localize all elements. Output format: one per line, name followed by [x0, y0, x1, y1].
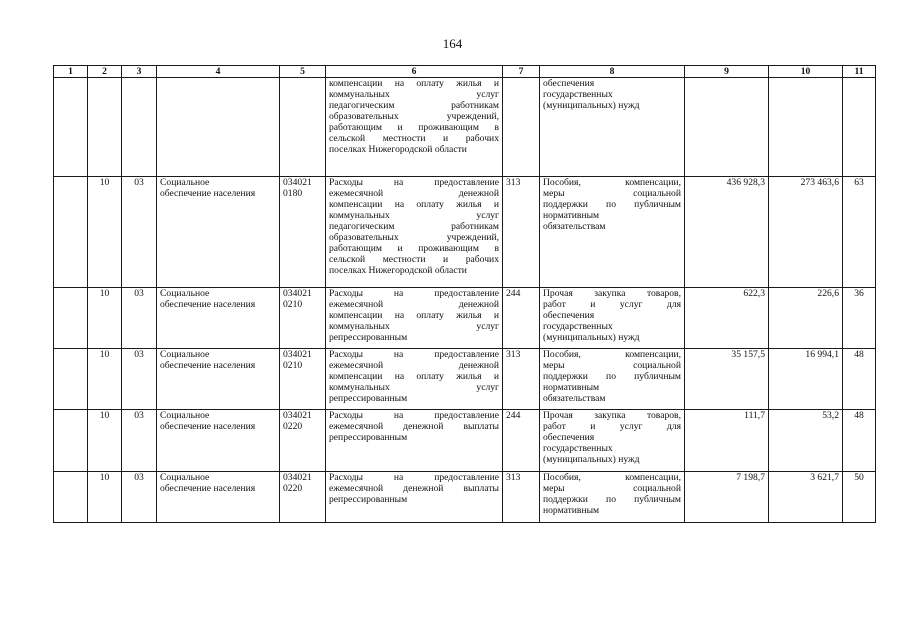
table-cell-col-11: 48 [843, 410, 876, 472]
table-cell-col-5: 034021 0210 [280, 349, 326, 410]
table-row [54, 472, 876, 523]
table-cell-col-4: Социальное обеспечение населения [157, 288, 280, 349]
table-cell-col-6 [326, 288, 503, 349]
table-cell-col-1 [54, 177, 88, 288]
cell-text-line: репрессированным [329, 393, 408, 404]
table-cell-col-9 [685, 78, 769, 177]
cell-text-line: государственных [543, 89, 613, 100]
table-cell-col-1 [54, 78, 88, 177]
cell-text-line: меры социальной [543, 483, 681, 494]
cell-text-line: работающим и проживающим в [329, 122, 499, 133]
cell-text-line: компенсации на оплату жилья и [329, 199, 499, 210]
table-cell-col-9: 111,7 [685, 410, 769, 472]
cell-text-line: Прочая закупка товаров, [543, 410, 681, 421]
cell-text-line: нормативным [543, 210, 600, 221]
table-cell-col-2: 10 [88, 410, 122, 472]
cell-text-line: педагогическим работникам [329, 100, 499, 111]
column-header-2: 2 [88, 66, 122, 78]
table-cell-col-5 [280, 78, 326, 177]
cell-text-line: репрессированным [329, 332, 408, 343]
table-cell-col-1 [54, 472, 88, 523]
budget-table [53, 65, 876, 523]
cell-text-line: образовательных учреждений, [329, 232, 499, 243]
table-cell-col-11: 48 [843, 349, 876, 410]
cell-text-line: (муниципальных) нужд [543, 332, 640, 343]
cell-text-line: Расходы на предоставление [329, 349, 499, 360]
table-cell-col-11: 50 [843, 472, 876, 523]
cell-text-line: Расходы на предоставление [329, 410, 499, 421]
cell-text-line: компенсации на оплату жилья и [329, 371, 499, 382]
cell-text-line: Пособия, компенсации, [543, 349, 681, 360]
cell-text-line: государственных [543, 321, 613, 332]
table-cell-col-8 [540, 410, 685, 472]
table-cell-col-6 [326, 78, 503, 177]
column-header-8: 8 [540, 66, 685, 78]
cell-text-line: коммунальных услуг [329, 382, 499, 393]
table-cell-col-7: 313 [503, 472, 540, 523]
table-cell-col-9: 7 198,7 [685, 472, 769, 523]
table-cell-col-9: 622,3 [685, 288, 769, 349]
cell-text-line: коммунальных услуг [329, 321, 499, 332]
table-cell-col-1 [54, 349, 88, 410]
table-cell-col-9: 436 928,3 [685, 177, 769, 288]
page-number: 164 [442, 36, 463, 51]
column-header-5: 5 [280, 66, 326, 78]
table-cell-col-8 [540, 288, 685, 349]
table-cell-col-5: 034021 0180 [280, 177, 326, 288]
table-cell-col-10: 53,2 [769, 410, 843, 472]
table-cell-col-9: 35 157,5 [685, 349, 769, 410]
table-cell-col-3: 03 [122, 472, 157, 523]
column-header-10: 10 [769, 66, 843, 78]
cell-text-line: ежемесячной денежной [329, 299, 499, 310]
cell-text-line: коммунальных услуг [329, 89, 499, 100]
table-cell-col-3: 03 [122, 177, 157, 288]
table-cell-col-2: 10 [88, 288, 122, 349]
cell-text-line: поддержки по публичным [543, 199, 681, 210]
cell-text-line: ежемесячной денежной выплаты [329, 483, 499, 494]
cell-text-line: меры социальной [543, 188, 681, 199]
table-row [54, 177, 876, 288]
table-cell-col-7 [503, 78, 540, 177]
cell-text-line: компенсации на оплату жилья и [329, 78, 499, 89]
table-cell-col-5: 034021 0220 [280, 472, 326, 523]
table-cell-col-10 [769, 78, 843, 177]
table-cell-col-5: 034021 0220 [280, 410, 326, 472]
cell-text-line: ежемесячной денежной [329, 188, 499, 199]
table-cell-col-8 [540, 177, 685, 288]
column-header-9: 9 [685, 66, 769, 78]
cell-text-line: сельской местности и рабочих [329, 254, 499, 265]
column-header-3: 3 [122, 66, 157, 78]
table-cell-col-2: 10 [88, 177, 122, 288]
cell-text-line: обязательствам [543, 393, 606, 404]
table-cell-col-1 [54, 410, 88, 472]
column-header-11: 11 [843, 66, 876, 78]
cell-text-line: нормативным [543, 505, 600, 516]
table-cell-col-10: 273 463,6 [769, 177, 843, 288]
table-cell-col-6 [326, 349, 503, 410]
cell-text-line: нормативным [543, 382, 600, 393]
table-cell-col-4 [157, 78, 280, 177]
table-cell-col-3: 03 [122, 410, 157, 472]
table-cell-col-11 [843, 78, 876, 177]
table-cell-col-2: 10 [88, 472, 122, 523]
table-cell-col-10: 16 994,1 [769, 349, 843, 410]
cell-text-line: ежемесячной денежной [329, 360, 499, 371]
cell-text-line: работ и услуг для [543, 421, 681, 432]
cell-text-line: обеспечения [543, 78, 595, 89]
cell-text-line: ежемесячной денежной выплаты [329, 421, 499, 432]
table-cell-col-2: 10 [88, 349, 122, 410]
table-cell-col-6 [326, 177, 503, 288]
cell-text-line: обязательствам [543, 221, 606, 232]
table-cell-col-3 [122, 78, 157, 177]
table-cell-col-8 [540, 349, 685, 410]
column-header-1: 1 [54, 66, 88, 78]
table-cell-col-8 [540, 78, 685, 177]
cell-text-line: (муниципальных) нужд [543, 100, 640, 111]
cell-text-line: Пособия, компенсации, [543, 472, 681, 483]
table-cell-col-4: Социальное обеспечение населения [157, 349, 280, 410]
cell-text-line: государственных [543, 443, 613, 454]
table-cell-col-1 [54, 288, 88, 349]
column-header-7: 7 [503, 66, 540, 78]
table-cell-col-7: 244 [503, 410, 540, 472]
cell-text-line: обеспечения [543, 432, 595, 443]
cell-text-line: (муниципальных) нужд [543, 454, 640, 465]
cell-text-line: поселках Нижегородской области [329, 144, 467, 155]
cell-text-line: поселках Нижегородской области [329, 265, 467, 276]
cell-text-line: коммунальных услуг [329, 210, 499, 221]
table-row [54, 349, 876, 410]
cell-text-line: работ и услуг для [543, 299, 681, 310]
cell-text-line: Прочая закупка товаров, [543, 288, 681, 299]
table-cell-col-10: 226,6 [769, 288, 843, 349]
table-cell-col-6 [326, 472, 503, 523]
cell-text-line: репрессированным [329, 432, 408, 443]
table-cell-col-3: 03 [122, 349, 157, 410]
table-cell-col-4: Социальное обеспечение населения [157, 472, 280, 523]
column-header-6: 6 [326, 66, 503, 78]
cell-text-line: работающим и проживающим в [329, 243, 499, 254]
table-cell-col-3: 03 [122, 288, 157, 349]
table-cell-col-4: Социальное обеспечение населения [157, 410, 280, 472]
table-row [54, 410, 876, 472]
table-cell-col-8 [540, 472, 685, 523]
cell-text-line: репрессированным [329, 494, 408, 505]
cell-text-line: Расходы на предоставление [329, 177, 499, 188]
column-header-4: 4 [157, 66, 280, 78]
table-cell-col-10: 3 621,7 [769, 472, 843, 523]
cell-text-line: Расходы на предоставление [329, 288, 499, 299]
table-cell-col-2 [88, 78, 122, 177]
cell-text-line: педагогическим работникам [329, 221, 499, 232]
table-cell-col-11: 36 [843, 288, 876, 349]
cell-text-line: Пособия, компенсации, [543, 177, 681, 188]
table-cell-col-6 [326, 410, 503, 472]
table-row [54, 78, 876, 177]
cell-text-line: обеспечения [543, 310, 595, 321]
cell-text-line: компенсации на оплату жилья и [329, 310, 499, 321]
cell-text-line: Расходы на предоставление [329, 472, 499, 483]
table-body [54, 78, 876, 523]
cell-text-line: сельской местности и рабочих [329, 133, 499, 144]
cell-text-line: меры социальной [543, 360, 681, 371]
cell-text-line: образовательных учреждений, [329, 111, 499, 122]
table-cell-col-5: 034021 0210 [280, 288, 326, 349]
table-cell-col-4: Социальное обеспечение населения [157, 177, 280, 288]
table-cell-col-11: 63 [843, 177, 876, 288]
table-cell-col-7: 313 [503, 349, 540, 410]
header-row [54, 66, 876, 78]
cell-text-line: поддержки по публичным [543, 494, 681, 505]
table-row [54, 288, 876, 349]
table-cell-col-7: 313 [503, 177, 540, 288]
table-cell-col-7: 244 [503, 288, 540, 349]
cell-text-line: поддержки по публичным [543, 371, 681, 382]
